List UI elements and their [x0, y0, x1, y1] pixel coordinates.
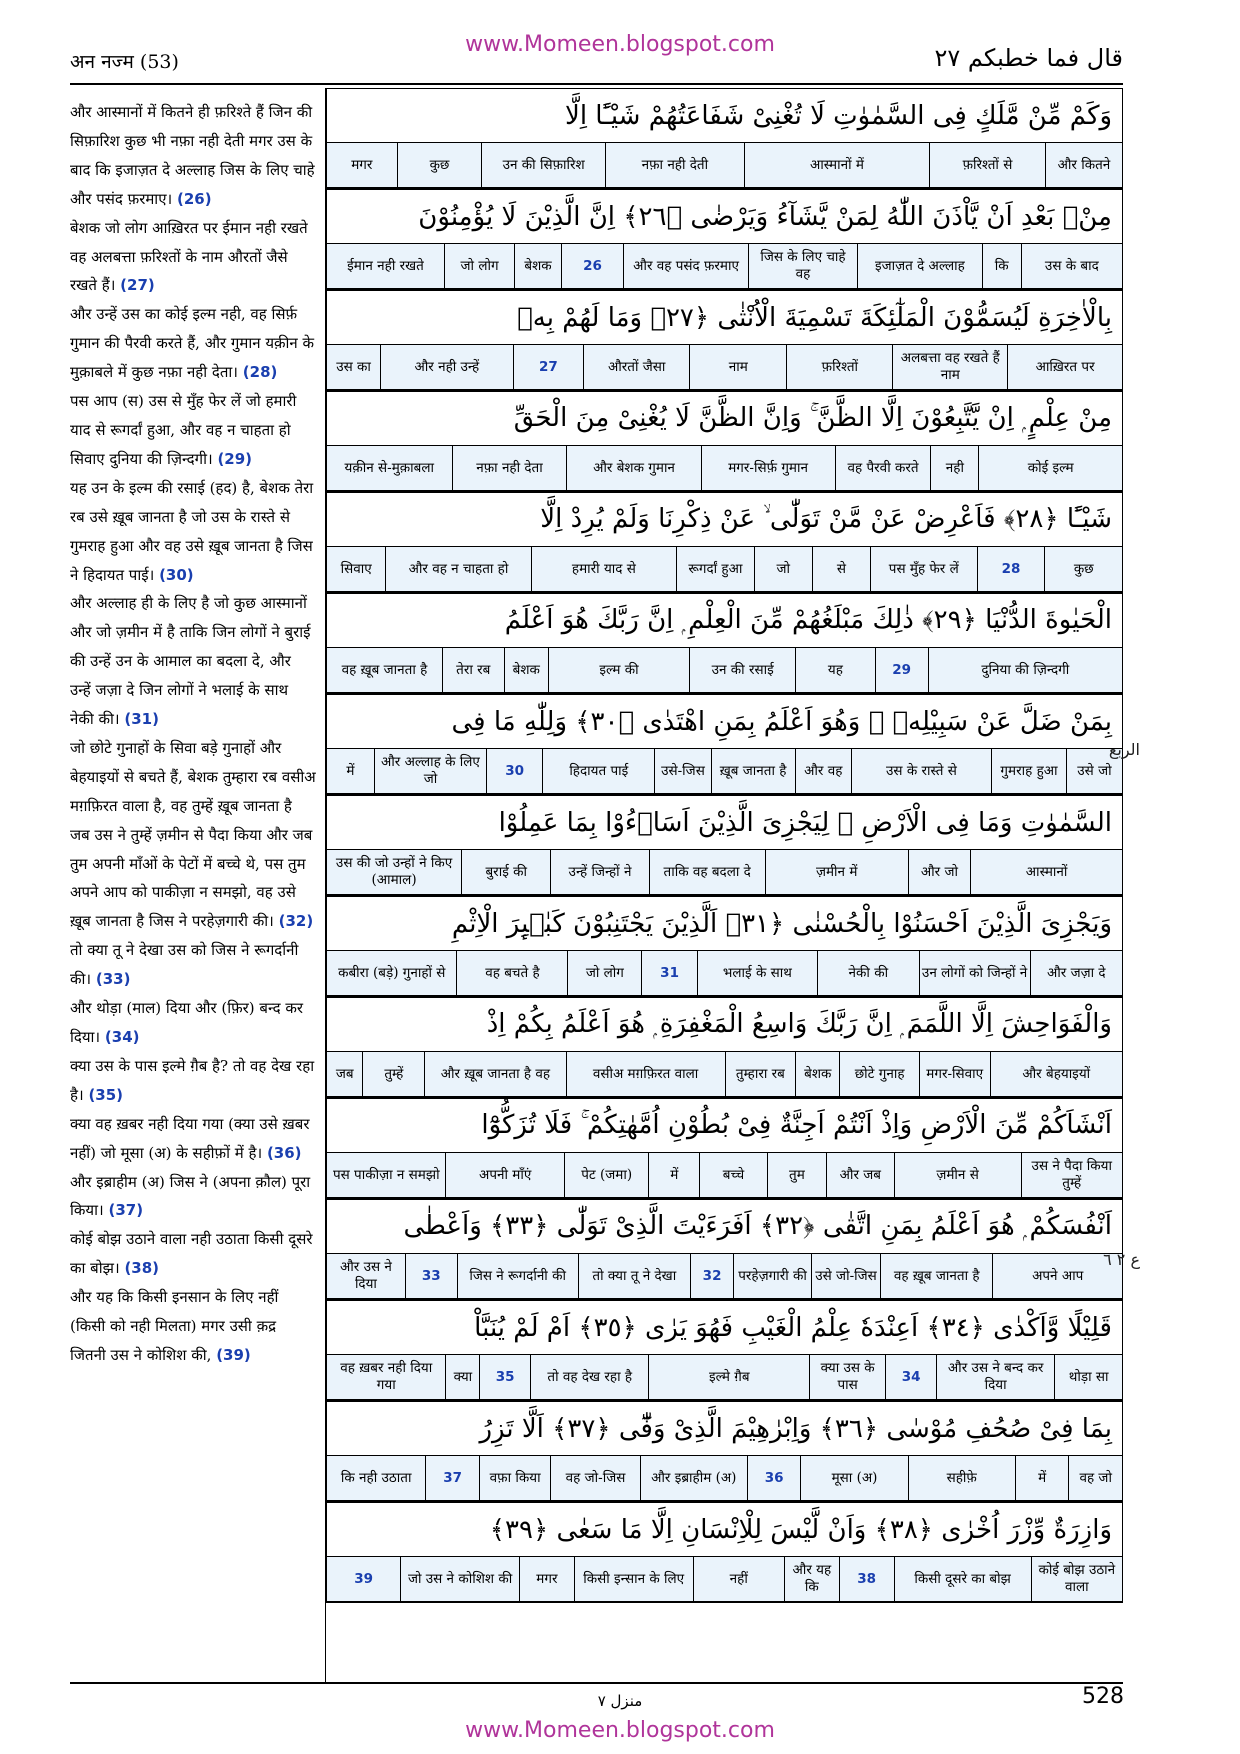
hindi-translation-column	[70, 98, 316, 1370]
word-meaning-cell: और जज़ा दे	[1030, 951, 1122, 995]
verse-number-cell: 28	[977, 547, 1045, 591]
word-meaning-cell: वह बचते है	[456, 951, 567, 995]
word-meaning-cell: गुमराह हुआ	[991, 749, 1066, 793]
word-meaning-cell: थोड़ा सा	[1054, 1355, 1122, 1399]
word-meaning-cell: नाम	[689, 345, 786, 389]
arabic-verse-line: مِنْۢ بَعْدِ اَنْ يَّاْذَنَ اللّٰهُ لِمَنْ يَّشَآءُ وَيَرْضٰى ﴿٢٦﴾ اِنَّ الَّذِيْنَ لَا يُؤْمِنُوْنَ	[326, 189, 1123, 243]
word-meaning-cell: और जब	[826, 1153, 894, 1197]
word-meaning-cell: सहीफ़े	[908, 1456, 1015, 1500]
word-meaning-cell: मगर-सिर्फ़ गुमान	[701, 446, 835, 490]
verse-number-cell: 33	[405, 1254, 457, 1298]
word-meaning-cell: और वह न चाहता हो	[385, 547, 530, 591]
word-meaning-cell: उस ने पैदा किया तुम्हें	[1021, 1153, 1122, 1197]
word-meaning-cell: पस पाकीज़ा न समझो	[332, 1166, 440, 1183]
word-meaning-cell: और कितने	[1045, 143, 1122, 187]
word-meaning-cell: छोटे गुनाह	[839, 1052, 919, 1096]
word-by-word-grid	[326, 88, 1123, 1603]
word-meaning-cell: जो उस ने कोशिश की	[400, 1557, 519, 1601]
translation-verse	[70, 1052, 316, 1110]
bottom-website-url: www.Momeen.blogspot.com	[465, 1718, 775, 1743]
translation-verse	[70, 98, 316, 214]
verse-number: (28)	[242, 363, 278, 382]
word-meaning-cell: रूगर्दां हुआ	[676, 547, 754, 591]
verse-number: (38)	[124, 1259, 160, 1278]
verse-number-cell: 38	[839, 1557, 894, 1601]
word-meaning-cell: बच्चे	[699, 1153, 767, 1197]
word-meaning-cell: वह जो-जिस	[550, 1456, 639, 1500]
arabic-verse-line: اَنْشَاَكُمْ مِّنَ الْاَرْضِ وَاِذْ اَنْتُمْ اَجِنَّةٌ فِىْ بُطُوْنِ اُمَّهٰتِكُمْ ۚ فَلَا تُزَكُّوْٓا	[326, 1098, 1123, 1152]
word-meaning-row	[326, 1152, 1123, 1199]
word-meaning-cell: आस्मानों में	[744, 143, 929, 187]
word-meaning-row	[326, 1051, 1123, 1098]
word-meaning-cell: इल्म की	[548, 648, 689, 692]
word-meaning-cell: किसी इन्सान के लिए	[574, 1557, 693, 1601]
translation-verse	[70, 1110, 316, 1168]
word-meaning-cell: ताकि वह बदला दे	[649, 850, 765, 894]
word-meaning-cell: कोई इल्म	[978, 446, 1122, 490]
word-meaning-cell: मगर	[519, 1557, 574, 1601]
translation-text: और उन्हें उस का कोई इल्म नही, वह सिर्फ़ गुमान की पैरवी करते हैं, और गुमान यक़ीन के मुक़ाबले में कुछ नफ़ा नही देता।	[70, 305, 315, 382]
translation-verse	[70, 734, 316, 936]
translation-verse	[70, 589, 316, 734]
word-meaning-cell: में	[1015, 1456, 1069, 1500]
verse-number-cell: 37	[425, 1456, 479, 1500]
translation-verse	[70, 994, 316, 1052]
word-meaning-cell: जो लोग	[444, 244, 514, 288]
arabic-verse-line: مِنْ عِلْمٍ ۭ اِنْ يَّتَّبِعُوْنَ اِلَّا الظَّنَّ ۚ وَاِنَّ الظَّنَّ لَا يُغْنِىْ مِنَ الْحَقِّ	[326, 391, 1123, 445]
arabic-verse-line: وَالْفَوَاحِشَ اِلَّا اللَّمَمَ ۭ اِنَّ رَبَّكَ وَاسِعُ الْمَغْفِرَةِ ۭ هُوَ اَعْلَمُ بِكُمْ اِذْ	[326, 997, 1123, 1051]
verse-number-cell: 29	[875, 648, 928, 692]
word-meaning-cell: और बेहयाइयों	[990, 1052, 1122, 1096]
word-meaning-cell: अलबत्ता वह रखते हैं नाम	[892, 345, 1007, 389]
verse-number-cell: 31	[641, 951, 696, 995]
word-meaning-cell: वह पैरवी करते	[835, 446, 931, 490]
manzil-label: منزل ۷	[597, 1692, 643, 1710]
word-meaning-cell: वसीअ मग़फ़िरत वाला	[566, 1052, 725, 1096]
word-meaning-cell: ख़ूब जानता है	[711, 749, 795, 793]
word-meaning-cell: बुराई की	[461, 850, 550, 894]
word-meaning-cell: उस के रास्ते से	[851, 749, 991, 793]
word-meaning-cell: परहेज़गारी की	[733, 1254, 811, 1298]
word-meaning-cell: किसी दूसरे का बोझ	[894, 1557, 1031, 1601]
verse-number: (27)	[120, 276, 155, 295]
word-meaning-cell: इल्मे ग़ैब	[648, 1355, 809, 1399]
word-meaning-cell: कुछ	[1044, 547, 1122, 591]
translation-text: क्या वह ख़बर नही दिया गया (क्या उसे ख़बर नहीं) जो मूसा (अ) के सहीफ़ों में है।	[70, 1114, 310, 1162]
word-meaning-cell: यक़ीन से-मुक़ाबला	[344, 459, 435, 476]
translation-verse	[70, 1168, 316, 1226]
surah-title: अन नज्म (53)	[70, 51, 179, 73]
word-meaning-cell: वफ़ा किया	[479, 1456, 550, 1500]
word-meaning-cell: कुछ	[397, 143, 482, 187]
translation-text: और आस्मानों में कितने ही फ़रिश्ते हैं जिन की सिफ़ारिश कुछ भी नफ़ा नही देती मगर उस के बाद कि इजाज़त दे अल्लाह जिस के लिए चाहे और पसंद फ़रमाए।	[70, 103, 315, 208]
word-meaning-cell: ईमान नही रखते	[347, 257, 424, 274]
verse-number-cell: 27	[513, 345, 584, 389]
word-meaning-row	[326, 1556, 1123, 1603]
word-meaning-cell: और यह कि	[784, 1557, 839, 1601]
translation-verse	[70, 474, 316, 590]
arabic-verse-line: اَنْفُسَكُمْ ۭ هُوَ اَعْلَمُ بِمَنِ اتَّقٰى ﴿٣٢﴾ اَفَرَءَيْتَ الَّذِىْ تَوَلّٰى ﴿٣٣﴾ وَاَعْطٰى	[326, 1199, 1123, 1253]
translation-text: और थोड़ा (माल) दिया और (फ़िर) बन्द कर दिया।	[70, 999, 303, 1046]
verse-number-cell: 32	[690, 1254, 733, 1298]
verse-number-cell: 30	[486, 749, 542, 793]
translation-verse	[70, 936, 316, 994]
word-meaning-cell: हिदायत पाई	[542, 749, 654, 793]
verse-number: (37)	[108, 1201, 144, 1220]
word-meaning-row	[326, 647, 1123, 694]
word-meaning-cell: सिवाए	[340, 560, 372, 577]
word-meaning-cell: नेकी की	[817, 951, 919, 995]
word-meaning-cell: कि	[982, 244, 1021, 288]
word-meaning-cell: औरतों जैसा	[583, 345, 689, 389]
arabic-verse-line: وَازِرَةٌ وِّزْرَ اُخْرٰى ﴿٣٨﴾ وَاَنْ لَّيْسَ لِلْاِنْسَانِ اِلَّا مَا سَعٰى ﴿٣٩﴾	[326, 1502, 1123, 1556]
word-meaning-cell: नही	[930, 446, 978, 490]
word-meaning-cell: तुम्हारा रब	[725, 1052, 796, 1096]
word-meaning-cell: और नही उन्हें	[380, 345, 512, 389]
arabic-verse-line: الْحَيٰوةَ الدُّنْيَا ﴿٢٩﴾ ذٰلِكَ مَبْلَغُهُمْ مِّنَ الْعِلْمِ ۭ اِنَّ رَبَّكَ هُوَ اَعْلَمُ	[326, 593, 1123, 647]
word-meaning-cell: उन की रसाई	[689, 648, 795, 692]
juz-title: قال فما خطبکم ۲۷	[934, 44, 1123, 72]
word-meaning-row	[326, 748, 1123, 795]
word-meaning-cell: वह ख़बर नही दिया गया	[340, 1360, 433, 1393]
word-meaning-cell: उसे-जिस	[654, 749, 710, 793]
word-meaning-cell: जो	[754, 547, 812, 591]
word-meaning-cell: मूसा (अ)	[800, 1456, 907, 1500]
word-meaning-cell: में	[648, 1153, 699, 1197]
word-meaning-cell: बेशक	[514, 244, 561, 288]
word-meaning-cell: अपने आप	[992, 1254, 1122, 1298]
verse-number: (31)	[124, 710, 159, 729]
arabic-verse-line: بِمَنْ ضَلَّ عَنْ سَبِيْلِهٖ ۙ وَهُوَ اَعْلَمُ بِمَنِ اهْتَدٰى ﴿٣٠﴾ وَلِلّٰهِ مَا فِى	[326, 694, 1123, 748]
word-meaning-cell: और बेशक गुमान	[566, 446, 700, 490]
word-meaning-cell: फ़रिश्तों से	[929, 143, 1045, 187]
word-meaning-cell: उन्हें जिन्हों ने	[550, 850, 648, 894]
translation-text: तो क्या तू ने देखा उस को जिस ने रूगर्दानी की।	[70, 941, 299, 989]
arabic-verse-line: بِمَا فِىْ صُحُفِ مُوْسٰى ﴿٣٦﴾ وَاِبْرٰهِيْمَ الَّذِىْ وَفّٰٓى ﴿٣٧﴾ اَلَّا تَزِرُ	[326, 1401, 1123, 1455]
verse-number: (32)	[278, 912, 314, 931]
word-meaning-row	[326, 142, 1123, 189]
word-meaning-cell: भलाई के साथ	[697, 951, 817, 995]
verse-number-cell: 39	[354, 1570, 374, 1587]
word-meaning-cell: उस का	[336, 358, 371, 375]
translation-verse	[70, 387, 316, 474]
word-meaning-cell: ज़मीन से	[894, 1153, 1021, 1197]
word-meaning-cell: ज़मीन में	[765, 850, 908, 894]
word-meaning-cell: दुनिया की ज़िन्दगी	[928, 648, 1122, 692]
word-meaning-cell: और जो	[908, 850, 971, 894]
word-meaning-cell: जिस ने रूगर्दानी की	[457, 1254, 578, 1298]
verse-number-cell: 34	[885, 1355, 936, 1399]
word-meaning-cell: उन की सिफ़ारिश	[481, 143, 604, 187]
word-meaning-cell: मगर-सिवाए	[919, 1052, 990, 1096]
verse-number: (34)	[104, 1028, 140, 1046]
word-meaning-cell: उन लोगों को जिन्हों ने	[919, 951, 1030, 995]
word-meaning-row	[326, 445, 1123, 492]
word-meaning-cell: उसे जो-जिस	[811, 1254, 880, 1298]
word-meaning-cell: और वह पसंद फ़रमाए	[623, 244, 748, 288]
word-meaning-row	[326, 1455, 1123, 1502]
translation-text: बेशक जो लोग आख़िरत पर ईमान नही रखते वह अलबत्ता फ़रिश्तों के नाम औरतों जैसे रखते हैं।	[70, 218, 308, 295]
translation-verse	[70, 214, 316, 301]
word-meaning-row	[326, 1253, 1123, 1300]
word-meaning-cell: और अल्लाह के लिए जो	[374, 749, 486, 793]
word-meaning-cell: और ख़ूब जानता है वह	[424, 1052, 565, 1096]
word-meaning-cell: फ़रिश्तों	[786, 345, 892, 389]
verse-number-cell: 26	[561, 244, 623, 288]
translation-verse	[70, 1283, 316, 1370]
word-meaning-cell: नहीं	[693, 1557, 784, 1601]
arabic-verse-line: قَلِيْلًا وَّاَكْدٰى ﴿٣٤﴾ اَعِنْدَهٗ عِلْمُ الْغَيْبِ فَهُوَ يَرٰى ﴿٣٥﴾ اَمْ لَمْ يُنَبَّاْ	[326, 1300, 1123, 1354]
word-meaning-cell: तुम	[767, 1153, 826, 1197]
translation-verse	[70, 1225, 316, 1283]
word-meaning-row	[326, 243, 1123, 290]
translation-verse	[70, 300, 316, 387]
word-meaning-cell: और वह	[795, 749, 851, 793]
translation-text: कोई बोझ उठाने वाला नही उठाता किसी दूसरे का बोझ।	[70, 1230, 313, 1278]
word-meaning-cell: तुम्हें	[362, 1052, 424, 1096]
word-meaning-cell: और उस ने दिया	[339, 1259, 392, 1292]
word-meaning-cell: जब	[335, 1065, 354, 1082]
translation-text: और अल्लाह ही के लिए है जो कुछ आस्मानों और जो ज़मीन में है ताकि जिन लोगों ने बुराई की उन्हें उन के आमाल का बदला दे, और उन्हें जज़ा दे जिन लोगों ने भलाई के साथ नेकी की।	[70, 594, 311, 729]
rub-marker: الربع	[1108, 740, 1140, 759]
word-meaning-cell: इजाज़त दे अल्लाह	[857, 244, 982, 288]
word-meaning-cell: पस मुँह फेर लें	[870, 547, 977, 591]
arabic-verse-line: السَّمٰوٰتِ وَمَا فِى الْاَرْضِ ۙ لِيَجْزِىَ الَّذِيْنَ اَسَاۗءُوْا بِمَا عَمِلُوْا	[326, 795, 1123, 849]
word-meaning-cell: उस की जो उन्हों ने किए (आमाल)	[335, 855, 453, 888]
translation-text: पस आप (स) उस से मुँह फेर लें जो हमारी याद से रूगर्दां हुआ, और वह न चाहता हो सिवाए दुनिया की ज़िन्दगी।	[70, 392, 297, 468]
arabic-verse-line: شَيْـًٔا ﴿٢٨﴾ فَاَعْرِضْ عَنْ مَّنْ تَوَلّٰى ۙ عَنْ ذِكْرِنَا وَلَمْ يُرِدْ اِلَّا	[326, 492, 1123, 546]
word-meaning-cell: क्या उस के पास	[809, 1355, 885, 1399]
word-meaning-cell: नफ़ा नही देता	[452, 446, 567, 490]
word-meaning-cell: यह	[795, 648, 875, 692]
word-meaning-cell: में	[346, 762, 355, 779]
word-meaning-cell: उस के बाद	[1021, 244, 1122, 288]
word-meaning-cell: और उस ने बन्द कर दिया	[936, 1355, 1054, 1399]
header-rule	[70, 83, 1123, 85]
arabic-verse-line: بِالْاٰخِرَةِ لَيُسَمُّوْنَ الْمَلٰٓئِكَةَ تَسْمِيَةَ الْاُنْثٰى ﴿٢٧﴾ وَمَا لَهُمْ بِهٖ	[326, 290, 1123, 344]
word-meaning-cell: जो लोग	[567, 951, 641, 995]
word-meaning-cell: वह ख़ूब जानता है	[341, 661, 428, 678]
word-meaning-cell: मगर	[351, 156, 373, 173]
word-meaning-cell: हमारी याद से	[531, 547, 676, 591]
word-meaning-cell: वह जो	[1068, 1456, 1122, 1500]
word-meaning-row	[326, 344, 1123, 391]
word-meaning-row	[326, 950, 1123, 997]
verse-number: (35)	[88, 1085, 124, 1104]
translation-text: क्या उस के पास इल्मे ग़ैब है? तो वह देख रहा है।	[70, 1056, 315, 1104]
ruku-marker: ع ٢ ٦	[1103, 1250, 1140, 1269]
word-meaning-cell: अपनी माँएं	[445, 1153, 563, 1197]
word-meaning-cell: तो वह देख रहा है	[530, 1355, 648, 1399]
word-meaning-cell: और इब्राहीम (अ)	[640, 1456, 747, 1500]
top-website-url: www.Momeen.blogspot.com	[465, 32, 775, 57]
word-meaning-cell: पेट (जमा)	[564, 1153, 649, 1197]
verse-number-cell: 36	[747, 1456, 801, 1500]
verse-number: (26)	[176, 189, 212, 208]
translation-text: और यह कि किसी इनसान के लिए नहीं (किसी को नही मिलता) मगर उसी क़द्र जितनी उस ने कोशिश की,	[70, 1288, 279, 1364]
word-meaning-cell: उसे जो	[1066, 749, 1122, 793]
word-meaning-cell: आस्मानों	[970, 850, 1122, 894]
word-meaning-cell: तेरा रब	[442, 648, 504, 692]
word-meaning-cell: बेशक	[795, 1052, 839, 1096]
word-meaning-cell: जिस के लिए चाहे वह	[748, 244, 857, 288]
translation-text: जो छोटे गुनाहों के सिवा बड़े गुनाहों और बेहयाइयों से बचते हैं, बेशक तुम्हारा रब वसीअ मग़फ़िरत वाला है, वह तुम्हें ख़ूब जानता है जब उस ने तुम्हें ज़मीन से पैदा किया और जब तुम अपनी माँओं के पेटों में बच्चे थे, पस तुम अपने आप को पाकीज़ा न समझो, वह उसे ख़ूब जानता है जिस ने परहेज़गारी की।	[70, 738, 316, 931]
translation-text: और इब्राहीम (अ) जिस ने (अपना क़ौल) पूरा किया।	[70, 1172, 311, 1220]
word-meaning-cell: कि नही उठाता	[340, 1469, 412, 1486]
word-meaning-cell: वह ख़ूब जानता है	[880, 1254, 992, 1298]
word-meaning-cell: बेशक	[504, 648, 548, 692]
word-meaning-cell: से	[812, 547, 870, 591]
verse-number: (36)	[266, 1143, 302, 1162]
word-meaning-cell: कबीरा (बड़े) गुनाहों से	[338, 964, 446, 981]
word-meaning-cell: कोई बोझ उठाने वाला	[1031, 1557, 1122, 1601]
word-meaning-row	[326, 849, 1123, 896]
footer-rule	[70, 1682, 1123, 1684]
word-meaning-cell: आख़िरत पर	[1007, 345, 1122, 389]
verse-number: (33)	[95, 970, 131, 989]
translation-text: यह उन के इल्म की रसाई (हद) है, बेशक तेरा रब उसे ख़ूब जानता है जो उस के रास्ते से गुमराह हुआ और वह उसे ख़ूब जानता है जिस ने हिदायत पाई।	[70, 478, 314, 584]
arabic-verse-line: وَكَمْ مِّنْ مَّلَكٍ فِى السَّمٰوٰتِ لَا تُغْنِىْ شَفَاعَتُهُمْ شَيْـًٔا اِلَّا	[326, 88, 1123, 142]
page-number: 528	[1082, 1684, 1124, 1709]
verse-number: (30)	[159, 565, 194, 584]
word-meaning-cell: नफ़ा नही देती	[605, 143, 744, 187]
word-meaning-row	[326, 546, 1123, 593]
word-meaning-cell: तो क्या तू ने देखा	[578, 1254, 690, 1298]
verse-number: (29)	[217, 449, 253, 468]
word-meaning-cell: क्या	[445, 1355, 479, 1399]
verse-number-cell: 35	[479, 1355, 530, 1399]
verse-number: (39)	[216, 1345, 251, 1364]
word-meaning-row	[326, 1354, 1123, 1401]
arabic-verse-line: وَيَجْزِىَ الَّذِيْنَ اَحْسَنُوْا بِالْحُسْنٰى ﴿٣١﴾ اَلَّذِيْنَ يَجْتَنِبُوْنَ كَبٰۗىِٕرَ الْاِثْمِ	[326, 896, 1123, 950]
